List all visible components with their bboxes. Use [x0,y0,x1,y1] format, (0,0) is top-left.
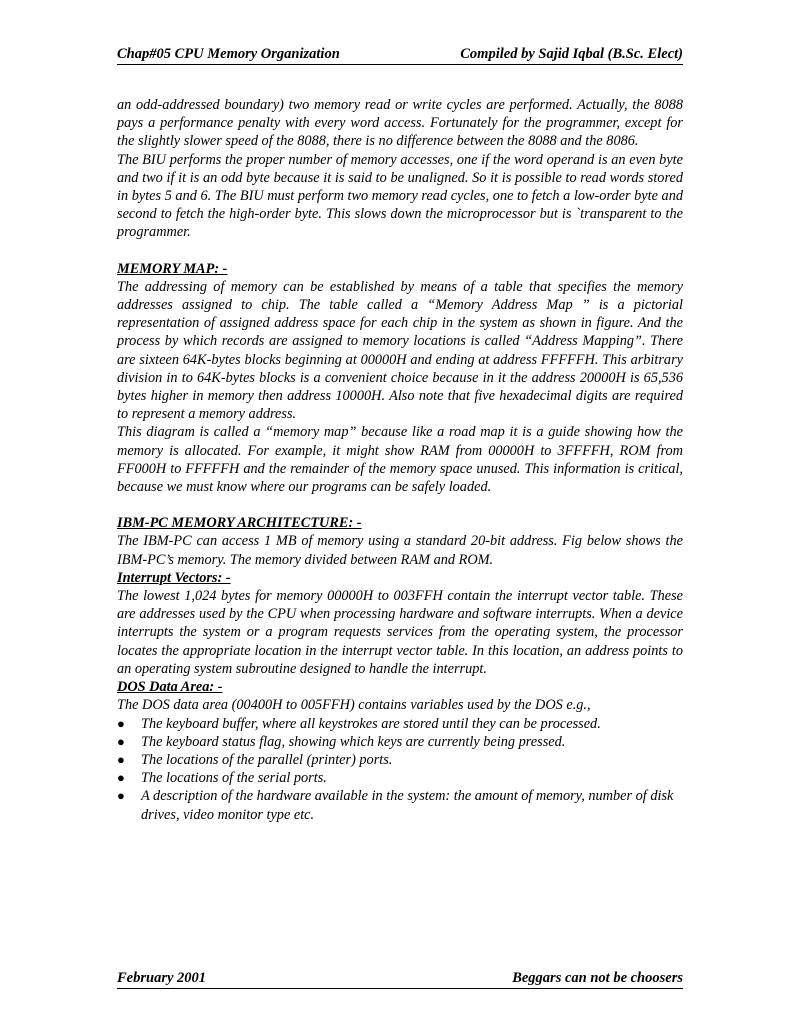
footer-date: February 2001 [117,970,207,986]
bullet-icon: ● [117,788,125,804]
bullet-icon: ● [117,751,125,767]
list-item: ● The locations of the serial ports. [117,770,327,787]
header-compiler: Compiled by Sajid Iqbal (B.Sc. Elect) [460,46,683,62]
page-header [117,46,683,65]
list-item: ● The locations of the parallel (printer) ports. [117,751,393,768]
bullet-icon: ● [117,733,125,749]
list-item: ● The keyboard status flag, showing which keys are currently being pressed. [117,733,566,750]
paragraph-ibm-pc: The IBM-PC can access 1 MB of memory using a standard 20-bit address. Fig below shows the IBM-PC’s memory. The memory divided between RAM and ROM. [117,533,683,568]
paragraph-dos-data-area: The DOS data area (00400H to 005FFH) contains variables used by the DOS e.g., [117,697,591,714]
paragraph-interrupt-vectors: The lowest 1,024 bytes for memory 00000H to 003FFH contain the interrupt vector table. These are addresses used by the CPU when processing hardware and software interrupts. When a device interrupts the system or a program requests services from the operating system, the processor locates the appropriate location in the interrupt vector table. In this location, an address points to an operating system subroutine designed to handle the interrupt. [117,588,683,677]
list-item: ● A description of the hardware available in the system: the amount of memory, number of disk drives, video monitor type etc. [117,788,674,823]
paragraph-biu: The BIU performs the proper number of memory accesses, one if the word operand is an even byte and two if it is an odd byte because it is said to be unaligned. So it is possible to read words stored in bytes 5 and 6. The BIU must perform two memory read cycles, one to fetch a low-order byte and second to fetch the high-order byte. This slows down the microprocessor but is `transparent to the programmer. [117,151,683,241]
bullet-icon: ● [117,770,125,786]
paragraph-memory-map-2: This diagram is called a “memory map” because like a road map it is a guide showing how the memory is allocated. For example, it might show RAM from 00000H to 3FFFFH, ROM from FF000H to FFFFFH and the remainder of the memory space unused. This information is critical, because we must know where our programs can be safely loaded. [117,424,683,496]
page-footer [117,970,683,989]
heading-dos-data-area: DOS Data Area: - [117,679,223,696]
page-body [117,96,683,824]
paragraph-memory-map-1: The addressing of memory can be established by means of a table that specifies the memory addresses assigned to chip. The table called a “Memory Address Map ” is a pictorial representation of assigned address space for each chip in the system as shown in figure. And the process by which records are assigned to memory locations is called “Address Mapping”. There are sixteen 64K-bytes blocks beginning at 00000H and ending at address FFFFFH. This arbitrary division in to 64K-bytes blocks is a convenient choice because in it the address 20000H is 65,536 bytes higher in memory then address 10000H. Also note that five hexadecimal digits are required to represent a memory address. [117,278,683,423]
heading-memory-map: MEMORY MAP: - [117,260,228,277]
dos-variables-list [117,715,683,824]
footer-motto: Beggars can not be choosers [512,970,683,986]
list-item: ● The keyboard buffer, where all keystrokes are stored until they can be processed. [117,715,601,732]
heading-ibm-pc-architecture: IBM-PC MEMORY ARCHITECTURE: - [117,515,362,532]
paragraph-odd-address: an odd-addressed boundary) two memory read or write cycles are performed. Actually, the 8088 pays a performance penalty with every word access. Fortunately for the programmer, except for the slightly slower speed of the 8088, there is no difference between the 8088 and the 8086. [117,97,683,150]
bullet-icon: ● [117,715,125,731]
header-chapter-title: Chap#05 CPU Memory Organization [117,46,340,62]
heading-interrupt-vectors: Interrupt Vectors: - [117,569,231,586]
